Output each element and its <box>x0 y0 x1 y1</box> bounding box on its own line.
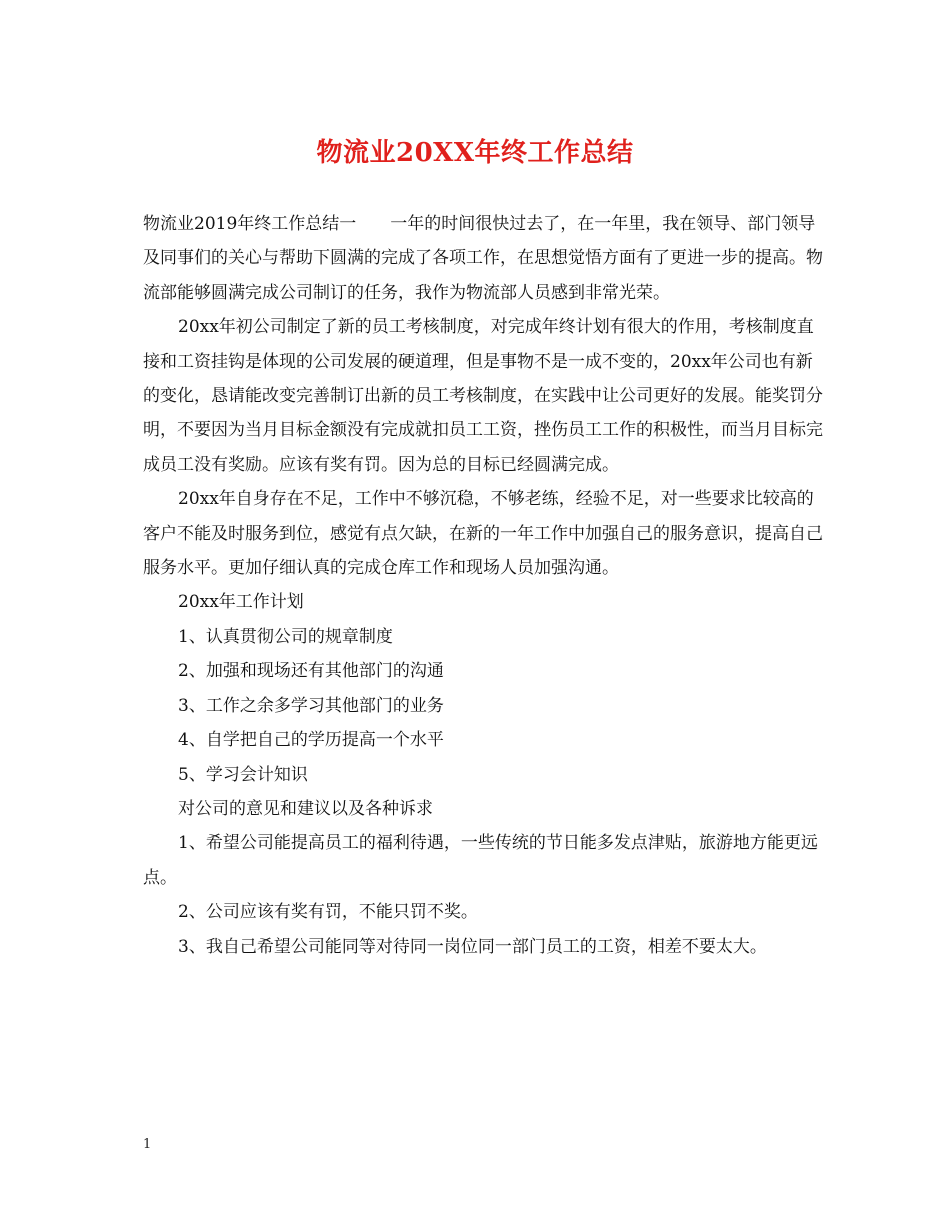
suggestions-heading: 对公司的意见和建议以及各种诉求 <box>178 798 433 819</box>
suggestion-item: 2、公司应该有奖有罚，不能只罚不奖。 <box>178 902 478 923</box>
plan-item: 4、自学把自己的学历提高一个水平 <box>178 730 444 751</box>
paragraph-assessment: 20xx年初公司制定了新的员工考核制度，对完成年终计划有很大的作用，考核制度直接和工资挂钩是体现的公司发展的硬道理，但是事物不是一成不变的，20xx年公司也有新的变化，恳请能改变完善制订出新的员工考核制度，在实践中让公司更好的发展。能奖罚分明，不要因为当月目标金额没有完成就扣员工工资，挫伤员工工作的积极性，而当月目标完成员工没有奖励。应该有奖有罚。因为总的目标已经圆满完成。 <box>143 317 823 475</box>
page-title: 物流业20XX年终工作总结 <box>316 138 634 168</box>
plan-item: 2、加强和现场还有其他部门的沟通 <box>178 661 444 682</box>
suggestion-item: 1、希望公司能提高员工的福利待遇，一些传统的节日能多发点津贴，旅游地方能更远点。 <box>143 833 818 888</box>
plan-heading: 20xx年工作计划 <box>178 592 304 613</box>
paragraph-intro: 物流业2019年终工作总结一 一年的时间很快过去了，在一年里，我在领导、部门领导及同事们的关心与帮助下圆满的完成了各项工作，在思想觉悟方面有了更进一步的提高。物流部能够圆满完成公司制订的任务，我作为物流部人员感到非常光荣。 <box>143 214 823 303</box>
page-number: 1 <box>143 1137 152 1152</box>
plan-item: 3、工作之余多学习其他部门的业务 <box>178 695 444 716</box>
plan-item: 1、认真贯彻公司的规章制度 <box>178 626 393 647</box>
paragraph-self-review: 20xx年自身存在不足，工作中不够沉稳，不够老练，经验不足，对一些要求比较高的客户不能及时服务到位，感觉有点欠缺，在新的一年工作中加强自己的服务意识，提高自己服务水平。更加仔细认真的完成仓库工作和现场人员加强沟通。 <box>143 489 823 579</box>
plan-item: 5、学习会计知识 <box>178 764 308 785</box>
suggestion-item: 3、我自己希望公司能同等对待同一岗位同一部门员工的工资，相差不要太大。 <box>178 936 767 957</box>
document-body <box>143 207 823 964</box>
